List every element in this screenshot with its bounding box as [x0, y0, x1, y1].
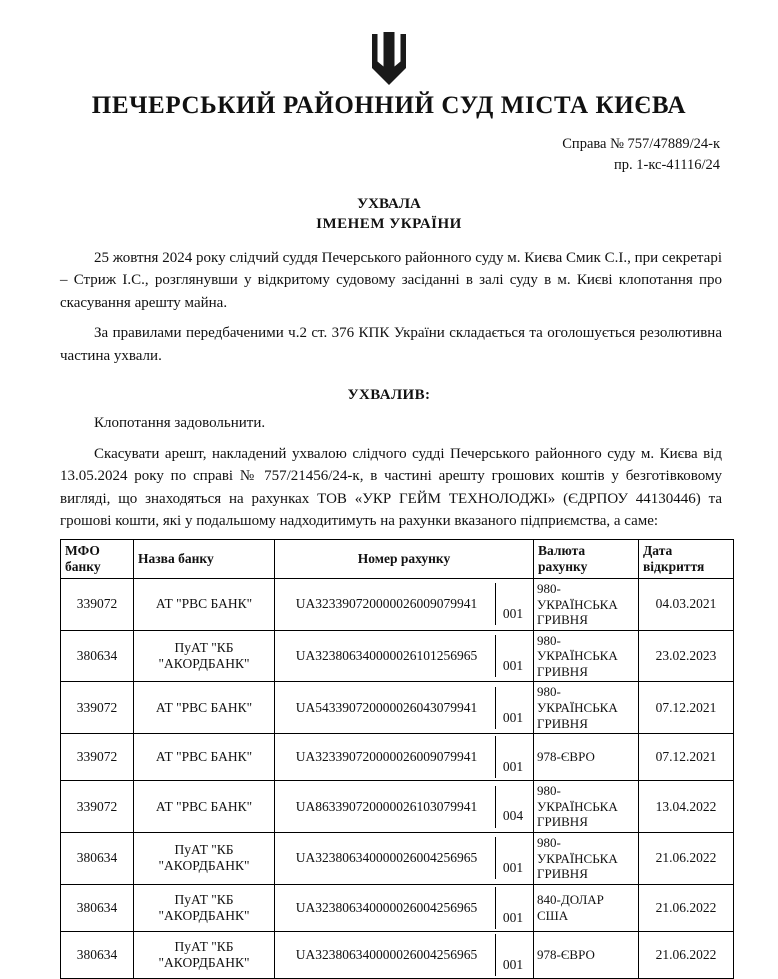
- table-row: [61, 630, 734, 682]
- column-header-account-number: Номер рахунку: [275, 539, 534, 578]
- case-identifiers: [0, 134, 778, 176]
- cell-date: 13.04.2022: [639, 781, 734, 833]
- account-number: UA323390720000026009079941: [295, 749, 478, 765]
- cell-date: 04.03.2021: [639, 578, 734, 630]
- paragraph-3: Клопотання задовольнити.: [94, 415, 266, 432]
- account-suffix: 001: [495, 635, 530, 677]
- operative-text: [0, 412, 778, 533]
- paragraph-4: Скасувати арешт, накладений ухвалою слідчого судді Печерського районного суду м. Києва від 13.05.2024 року по справі № 757/21456/24-к, в частині арешту грошових коштів у безготівковому вигляді, що знаходяться на рахунках ТОВ «УКР ГЕЙМ ТЕХНОЛОДЖІ» (ЄДРПОУ 44130446) та грошові кошти, які у подальшому надходитимуть на рахунки вказаного підприємства, а саме:: [60, 445, 722, 530]
- proceeding-number: пр. 1-кс-41116/24: [614, 157, 720, 174]
- account-suffix: 001: [495, 934, 530, 976]
- account-suffix: 001: [495, 736, 530, 778]
- cell-currency: 980-УКРАЇНСЬКА ГРИВНЯ: [534, 578, 639, 630]
- paragraph-1: 25 жовтня 2024 року слідчий суддя Печерського районного суду м. Києва Смик С.І., при секретарі – Стриж І.С., розглянувши у відкритому судовому засіданні в залі суду в м. Києві клопотання про скасування арешту майна.: [60, 249, 722, 311]
- cell-bank: ПуАТ "КБ "АКОРДБАНК": [134, 630, 275, 682]
- cell-mfo: 339072: [61, 781, 134, 833]
- column-header-open-date: Дата відкриття: [639, 539, 734, 578]
- account-suffix: 001: [495, 583, 530, 625]
- accounts-table-container: [0, 539, 778, 979]
- account-number: UA323806340000026004256965: [295, 946, 478, 962]
- cell-bank: АТ "РВС БАНК": [134, 682, 275, 734]
- cell-date: 07.12.2021: [639, 682, 734, 734]
- column-header-mfo: МФО банку: [61, 539, 134, 578]
- account-number: UA323390720000026009079941: [295, 596, 478, 612]
- cell-currency: 980-УКРАЇНСЬКА ГРИВНЯ: [534, 833, 639, 885]
- account-number: UA543390720000026043079941: [295, 699, 478, 715]
- cell-account: [275, 630, 534, 682]
- cell-mfo: 339072: [61, 734, 134, 781]
- cell-date: 21.06.2022: [639, 833, 734, 885]
- column-header-bank-name: Назва банку: [134, 539, 275, 578]
- cell-bank: АТ "РВС БАНК": [134, 734, 275, 781]
- court-title: ПЕЧЕРСЬКИЙ РАЙОННИЙ СУД МІСТА КИЄВА: [91, 92, 687, 119]
- heading-ruling: УХВАЛА: [357, 196, 421, 213]
- paragraph-2: За правилами передбаченими ч.2 ст. 376 КПК України складається та оголошується резолютивна частина ухвали.: [60, 325, 722, 364]
- cell-currency: 980-УКРАЇНСЬКА ГРИВНЯ: [534, 781, 639, 833]
- case-number: Справа № 757/47889/24-к: [562, 136, 720, 152]
- account-number: UA323806340000026004256965: [295, 899, 478, 915]
- account-number: UA863390720000026103079941: [295, 798, 478, 814]
- cell-bank: АТ "РВС БАНК": [134, 578, 275, 630]
- cell-account: [275, 931, 534, 978]
- table-row: [61, 884, 734, 931]
- cell-account: [275, 781, 534, 833]
- intro-text: [0, 247, 778, 368]
- cell-currency: 840-ДОЛАР США: [534, 884, 639, 931]
- table-header-row: [61, 539, 734, 578]
- account-suffix: 001: [495, 887, 530, 929]
- cell-mfo: 380634: [61, 884, 134, 931]
- table-row: [61, 931, 734, 978]
- cell-currency: 978-ЄВРО: [534, 734, 639, 781]
- table-row: [61, 682, 734, 734]
- emblem-container: [0, 0, 778, 86]
- cell-date: 21.06.2022: [639, 931, 734, 978]
- heading-in-name-of-ukraine: ІМЕНЕМ УКРАЇНИ: [316, 216, 462, 233]
- cell-account: [275, 833, 534, 885]
- cell-currency: 980-УКРАЇНСЬКА ГРИВНЯ: [534, 630, 639, 682]
- cell-account: [275, 578, 534, 630]
- cell-date: 23.02.2023: [639, 630, 734, 682]
- table-row: [61, 781, 734, 833]
- account-number: UA323806340000026101256965: [295, 647, 478, 663]
- accounts-table: [60, 539, 734, 979]
- table-row: [61, 833, 734, 885]
- cell-currency: 978-ЄВРО: [534, 931, 639, 978]
- table-row: [61, 734, 734, 781]
- cell-mfo: 380634: [61, 630, 134, 682]
- cell-mfo: 380634: [61, 833, 134, 885]
- cell-currency: 980-УКРАЇНСЬКА ГРИВНЯ: [534, 682, 639, 734]
- cell-date: 07.12.2021: [639, 734, 734, 781]
- cell-bank: ПуАТ "КБ "АКОРДБАНК": [134, 884, 275, 931]
- cell-bank: ПуАТ "КБ "АКОРДБАНК": [134, 833, 275, 885]
- table-body: [61, 578, 734, 978]
- cell-bank: АТ "РВС БАНК": [134, 781, 275, 833]
- account-suffix: 001: [495, 837, 530, 879]
- column-header-currency: Валюта рахунку: [534, 539, 639, 578]
- cell-mfo: 380634: [61, 931, 134, 978]
- table-header: [61, 539, 734, 578]
- cell-account: [275, 734, 534, 781]
- cell-account: [275, 682, 534, 734]
- heading-decided: УХВАЛИВ:: [347, 387, 431, 404]
- cell-date: 21.06.2022: [639, 884, 734, 931]
- document-heading: [0, 194, 778, 235]
- account-suffix: 001: [495, 687, 530, 729]
- cell-mfo: 339072: [61, 682, 134, 734]
- cell-account: [275, 884, 534, 931]
- table-row: [61, 578, 734, 630]
- account-number: UA323806340000026004256965: [295, 850, 478, 866]
- ukraine-trident-emblem: [367, 28, 411, 86]
- cell-bank: ПуАТ "КБ "АКОРДБАНК": [134, 931, 275, 978]
- cell-mfo: 339072: [61, 578, 134, 630]
- account-suffix: 004: [495, 786, 530, 828]
